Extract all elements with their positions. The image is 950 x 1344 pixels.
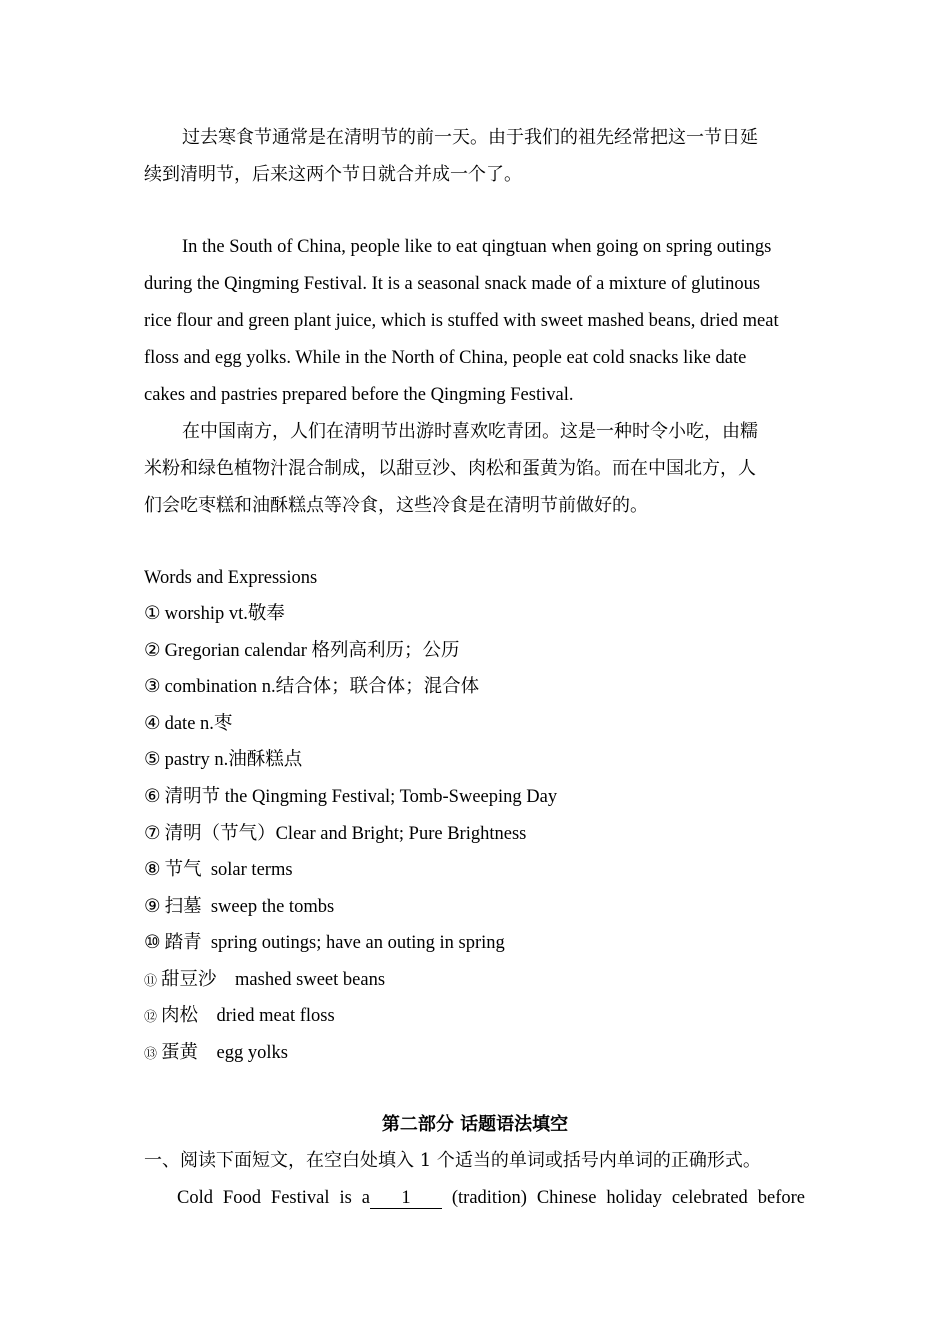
words-title: Words and Expressions	[144, 568, 318, 588]
vocab-item	[144, 639, 459, 663]
vocab-item	[144, 712, 232, 736]
exercise-word: celebrated	[671, 1188, 748, 1208]
cold-food-zh-line-2: 续到清明节，后来这两个节日就合并成一个了。	[144, 164, 522, 185]
vocab-text: combination n.结合体；联合体；混合体	[164, 677, 480, 697]
vocab-num: ⑩	[144, 933, 161, 953]
cold-food-zh-line-1: 过去寒食节通常是在清明节的前一天。由于我们的祖先经常把这一节日延	[182, 127, 758, 148]
vocab-text: worship vt.敬奉	[164, 604, 285, 624]
vocab-text: date n.枣	[164, 714, 233, 734]
vocab-num: ⑨	[144, 897, 161, 917]
vocab-num: ④	[144, 714, 161, 734]
vocab-item	[144, 895, 334, 919]
vocab-text: 蛋黄 egg yolks	[161, 1043, 288, 1063]
vocab-item	[144, 748, 302, 772]
qingtuan-en-line-4: floss and egg yolks. While in the North of China, people eat cold snacks like date	[144, 348, 747, 368]
qingtuan-zh-line-2: 米粉和绿色植物汁混合制成，以甜豆沙、肉松和蛋黄为馅。而在中国北方，人	[144, 458, 756, 479]
vocab-item	[144, 1041, 288, 1066]
vocab-text: 甜豆沙 mashed sweet beans	[161, 970, 386, 990]
vocab-item	[144, 858, 293, 882]
exercise-article-with-blank	[362, 1186, 442, 1210]
section-instruction: 一、阅读下面短文，在空白处填入 1 个适当的单词或括号内单词的正确形式。	[144, 1150, 761, 1171]
vocab-item	[144, 602, 285, 626]
vocab-item	[144, 931, 505, 955]
exercise-article: a	[361, 1188, 370, 1208]
section-heading: 第二部分 话题语法填空	[381, 1114, 569, 1135]
vocab-item	[144, 968, 385, 993]
qingtuan-en-line-2: during the Qingming Festival. It is a seasonal snack made of a mixture of glutinous	[144, 274, 761, 294]
vocab-text: pastry n.油酥糕点	[164, 750, 303, 770]
vocab-num: ⑫	[144, 1009, 158, 1024]
answer-blank-1[interactable]: 1	[370, 1188, 442, 1209]
vocab-num: ⑥	[144, 787, 161, 807]
vocab-text: 清明（节气）Clear and Bright; Pure Brightness	[164, 824, 527, 844]
qingtuan-en-line-1: In the South of China, people like to eat qingtuan when going on spring outings	[182, 237, 772, 257]
vocab-item	[144, 785, 557, 809]
vocab-text: Gregorian calendar 格列高利历；公历	[164, 641, 460, 661]
vocab-item	[144, 822, 526, 846]
vocab-text: 踏青 spring outings; have an outing in spring	[164, 933, 505, 953]
vocab-num: ⑧	[144, 860, 161, 880]
vocab-num: ⑤	[144, 750, 161, 770]
exercise-word: holiday	[606, 1188, 662, 1208]
vocab-num: ②	[144, 641, 161, 661]
exercise-word: Chinese	[536, 1188, 597, 1208]
qingtuan-zh-line-3: 们会吃枣糕和油酥糕点等冷食，这些冷食是在清明节前做好的。	[144, 495, 648, 516]
vocab-text: 扫墓 sweep the tombs	[164, 897, 335, 917]
vocab-text: 节气 solar terms	[164, 860, 293, 880]
qingtuan-zh-line-1: 在中国南方，人们在清明节出游时喜欢吃青团。这是一种时令小吃，由糯	[182, 421, 758, 442]
qingtuan-en-line-3: rice flour and green plant juice, which is stuffed with sweet mashed beans, dried meat	[144, 311, 779, 331]
vocab-num: ①	[144, 604, 161, 624]
exercise-word: before	[757, 1188, 805, 1208]
vocab-num: ③	[144, 677, 161, 697]
vocab-item	[144, 675, 479, 699]
exercise-word: is	[339, 1188, 352, 1208]
qingtuan-en-line-5: cakes and pastries prepared before the Qingming Festival.	[144, 385, 574, 405]
exercise-word: (tradition)	[451, 1188, 527, 1208]
vocab-num: ⑬	[144, 1046, 158, 1061]
vocab-text: 清明节 the Qingming Festival; Tomb-Sweeping Day	[164, 787, 558, 807]
exercise-word: Cold	[177, 1188, 213, 1208]
vocab-item	[144, 1004, 335, 1029]
vocab-num: ⑪	[144, 973, 158, 988]
exercise-line-1	[177, 1186, 805, 1210]
vocab-text: 肉松 dried meat floss	[161, 1006, 335, 1026]
vocab-num: ⑦	[144, 824, 161, 844]
exercise-word: Festival	[270, 1188, 330, 1208]
exercise-word: Food	[222, 1188, 261, 1208]
